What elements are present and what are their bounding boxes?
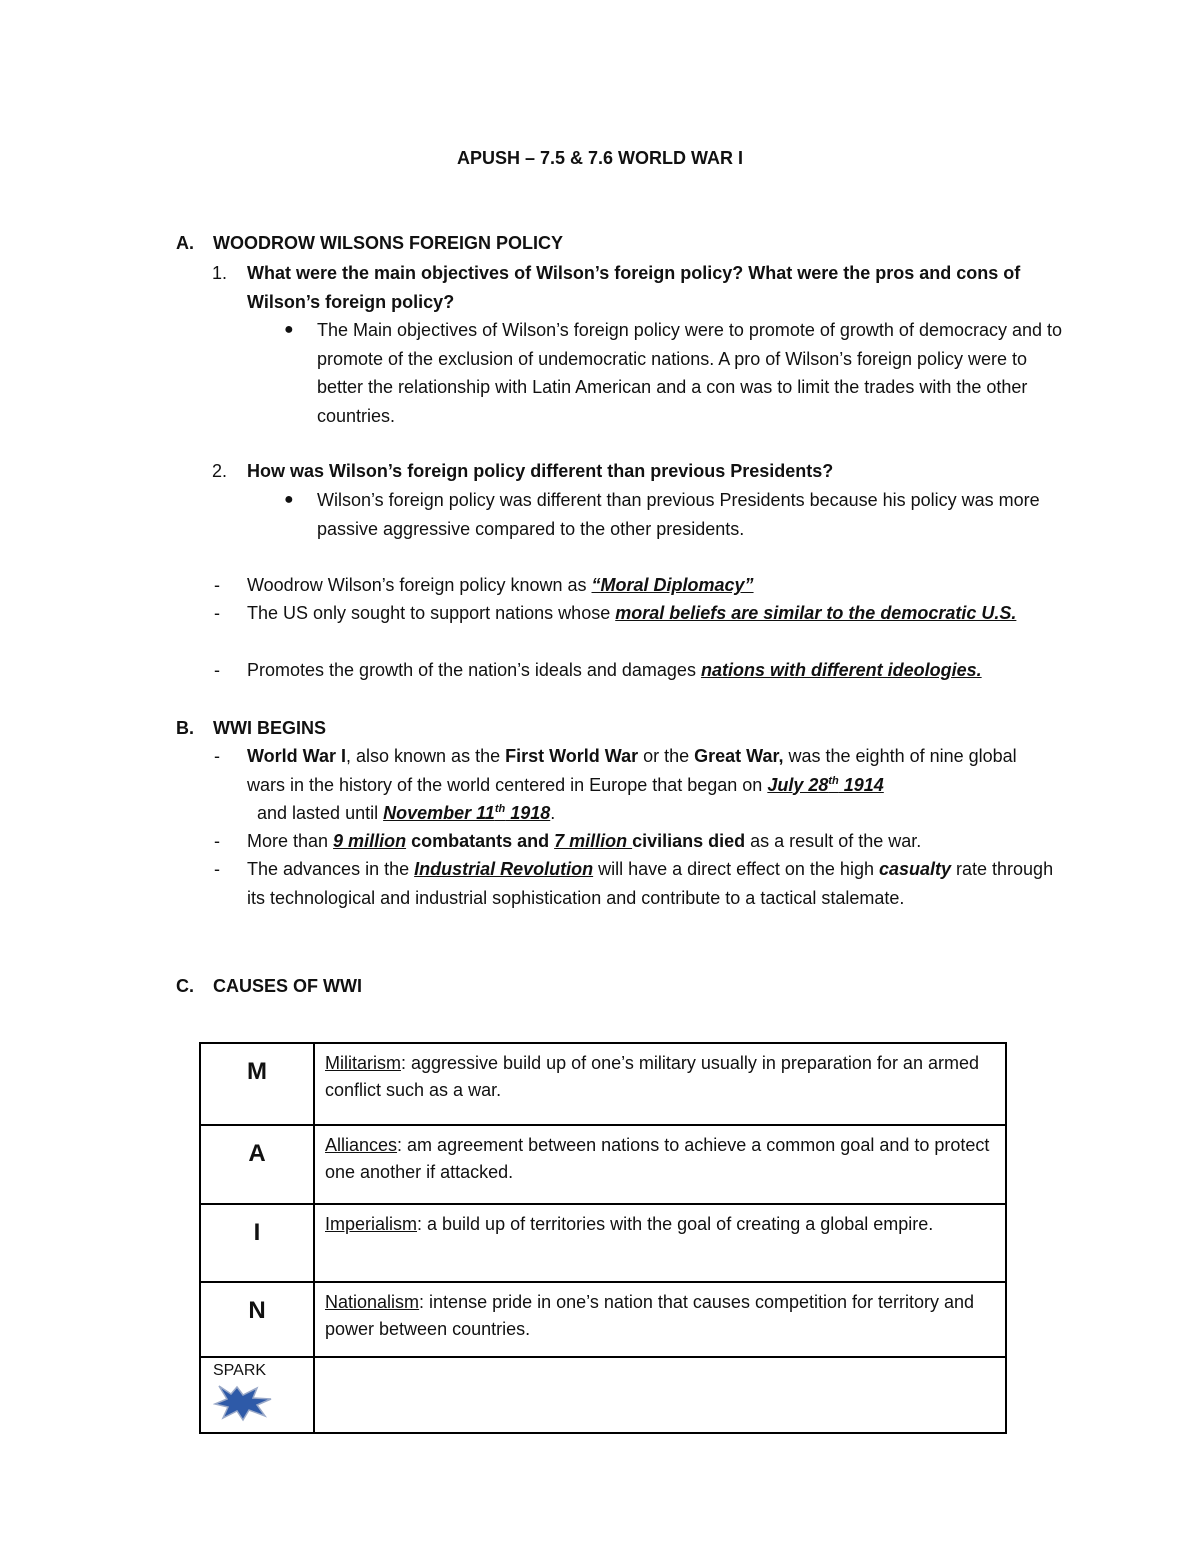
civilians-count: 7 million [554, 831, 633, 851]
note-2-text: The US only sought to support nations whose [247, 603, 616, 623]
start-date-day: July 28 [767, 774, 829, 795]
term-imperialism: Imperialism [325, 1214, 418, 1234]
end-date-suffix: th [494, 803, 506, 815]
industrial-revolution: Industrial Revolution [414, 859, 594, 879]
definition-militarism: : aggressive build up of one’s military usually in preparation for an armed conflict such as a war. [325, 1053, 979, 1100]
text-span: rate through its technological and industrial sophistication and contribute to a tactical stalemate. [247, 859, 1054, 908]
question-1-number: 1. [212, 263, 228, 283]
starburst-icon [213, 1384, 275, 1422]
definition-cell [314, 1125, 1006, 1204]
term-militarism: Militarism [325, 1053, 401, 1073]
letter-cell [200, 1043, 314, 1125]
document-title: APUSH – 7.5 & 7.6 WORLD WAR I [456, 148, 744, 168]
dash-icon: - [214, 660, 220, 680]
table-row [200, 1357, 1006, 1433]
text-span: More than [247, 831, 334, 851]
term-alliances: Alliances [325, 1135, 398, 1155]
start-date-year: 1914 [838, 774, 884, 795]
note-3 [214, 656, 1062, 685]
note-1-emphasis: “Moral Diplomacy” [591, 575, 754, 595]
letter-n: N [248, 1297, 266, 1324]
question-2 [212, 457, 1067, 486]
definition-cell [314, 1043, 1006, 1125]
term-world-war-i: World War I [247, 746, 346, 766]
answer-2-text: Wilson’s foreign policy was different than previous Presidents because his policy was more passive aggressive compared to the other presidents. [317, 490, 1040, 539]
note-1-text: Woodrow Wilson’s foreign policy known as [247, 575, 592, 595]
question-2-number: 2. [212, 461, 228, 481]
term-great-war: Great War, [694, 746, 784, 766]
combatants-count: 9 million [333, 831, 407, 851]
main-causes-table [199, 1042, 1007, 1434]
end-date-day: November 11 [383, 803, 495, 823]
term-nationalism: Nationalism [325, 1292, 420, 1312]
bullet-icon: ● [284, 321, 294, 338]
section-b-title: WWI BEGINS [213, 718, 326, 738]
definition-nationalism: : intense pride in one’s nation that causes competition for territory and power between countries. [325, 1292, 975, 1339]
table-row [200, 1125, 1006, 1204]
section-b-label: B. [176, 718, 194, 738]
note-2 [214, 599, 1047, 628]
spark-label: SPARK [213, 1362, 267, 1379]
wwi-paragraph-1 [214, 742, 1057, 828]
letter-i: I [253, 1219, 261, 1246]
question-1 [212, 259, 1067, 317]
spark-definition-cell [314, 1357, 1006, 1433]
answer-1-text: The Main objectives of Wilson’s foreign policy were to promote of growth of democracy and to promote of the exclusion of undemocratic nations. A pro of Wilson’s foreign policy were to better the relationship with Latin American and a con was to limit the trades with the other countries. [317, 320, 1063, 426]
dash-icon: - [214, 603, 220, 623]
dash-icon: - [214, 831, 220, 851]
section-c-label: C. [176, 976, 194, 996]
note-3-emphasis: nations with different ideologies. [700, 660, 982, 680]
wwi-paragraph-3 [214, 855, 1067, 912]
end-date-year: 1918 [505, 803, 551, 823]
note-2-emphasis: moral beliefs are similar to the democratic U.S. [615, 603, 1017, 623]
definition-imperialism: : a build up of territories with the goal of creating a global empire. [417, 1214, 934, 1234]
letter-m: M [247, 1058, 267, 1085]
dash-icon: - [214, 746, 220, 766]
bullet-icon: ● [284, 491, 294, 508]
answer-1 [284, 316, 1077, 430]
section-a-label: A. [176, 233, 194, 253]
note-3-text: Promotes the growth of the nation’s ideals and damages [247, 660, 701, 680]
definition-cell [314, 1282, 1006, 1357]
start-date [767, 775, 883, 795]
text-span: was the eighth of nine global wars in the history of the world centered in Europe that began on [247, 746, 1017, 795]
question-2-text: How was Wilson’s foreign policy different than previous Presidents? [247, 461, 834, 481]
letter-cell [200, 1282, 314, 1357]
section-c-title: CAUSES OF WWI [213, 976, 362, 996]
text-span: civilians died [632, 831, 746, 851]
spark-cell [200, 1357, 314, 1433]
answer-2 [284, 486, 1067, 543]
letter-cell [200, 1125, 314, 1204]
table-row [200, 1204, 1006, 1282]
question-1-text: What were the main objectives of Wilson’s foreign policy? What were the pros and cons of Wilson’s foreign policy? [247, 263, 1021, 312]
note-1 [214, 571, 1062, 600]
table-row [200, 1282, 1006, 1357]
text-span: , also known as the [346, 746, 506, 766]
definition-alliances: : am agreement between nations to achieve a common goal and to protect one another if attacked. [325, 1135, 990, 1182]
text-span: The advances in the [247, 859, 415, 879]
text-span: as a result of the war. [745, 831, 922, 851]
definition-cell [314, 1204, 1006, 1282]
dash-icon: - [214, 859, 220, 879]
text-span: and lasted until [247, 803, 384, 823]
term-first-world-war: First World War [505, 746, 639, 766]
text-span: or the [638, 746, 695, 766]
letter-cell [200, 1204, 314, 1282]
letter-a: A [248, 1140, 266, 1167]
text-span: combatants and [406, 831, 555, 851]
text-span: . [550, 803, 556, 823]
section-a-title: WOODROW WILSONS FOREIGN POLICY [213, 233, 563, 253]
text-span: will have a direct effect on the high [593, 859, 879, 879]
start-date-suffix: th [828, 774, 839, 787]
wwi-paragraph-2 [214, 827, 1062, 856]
end-date [383, 803, 550, 823]
table-row [200, 1043, 1006, 1125]
dash-icon: - [214, 575, 220, 595]
casualty-term: casualty [878, 859, 952, 879]
